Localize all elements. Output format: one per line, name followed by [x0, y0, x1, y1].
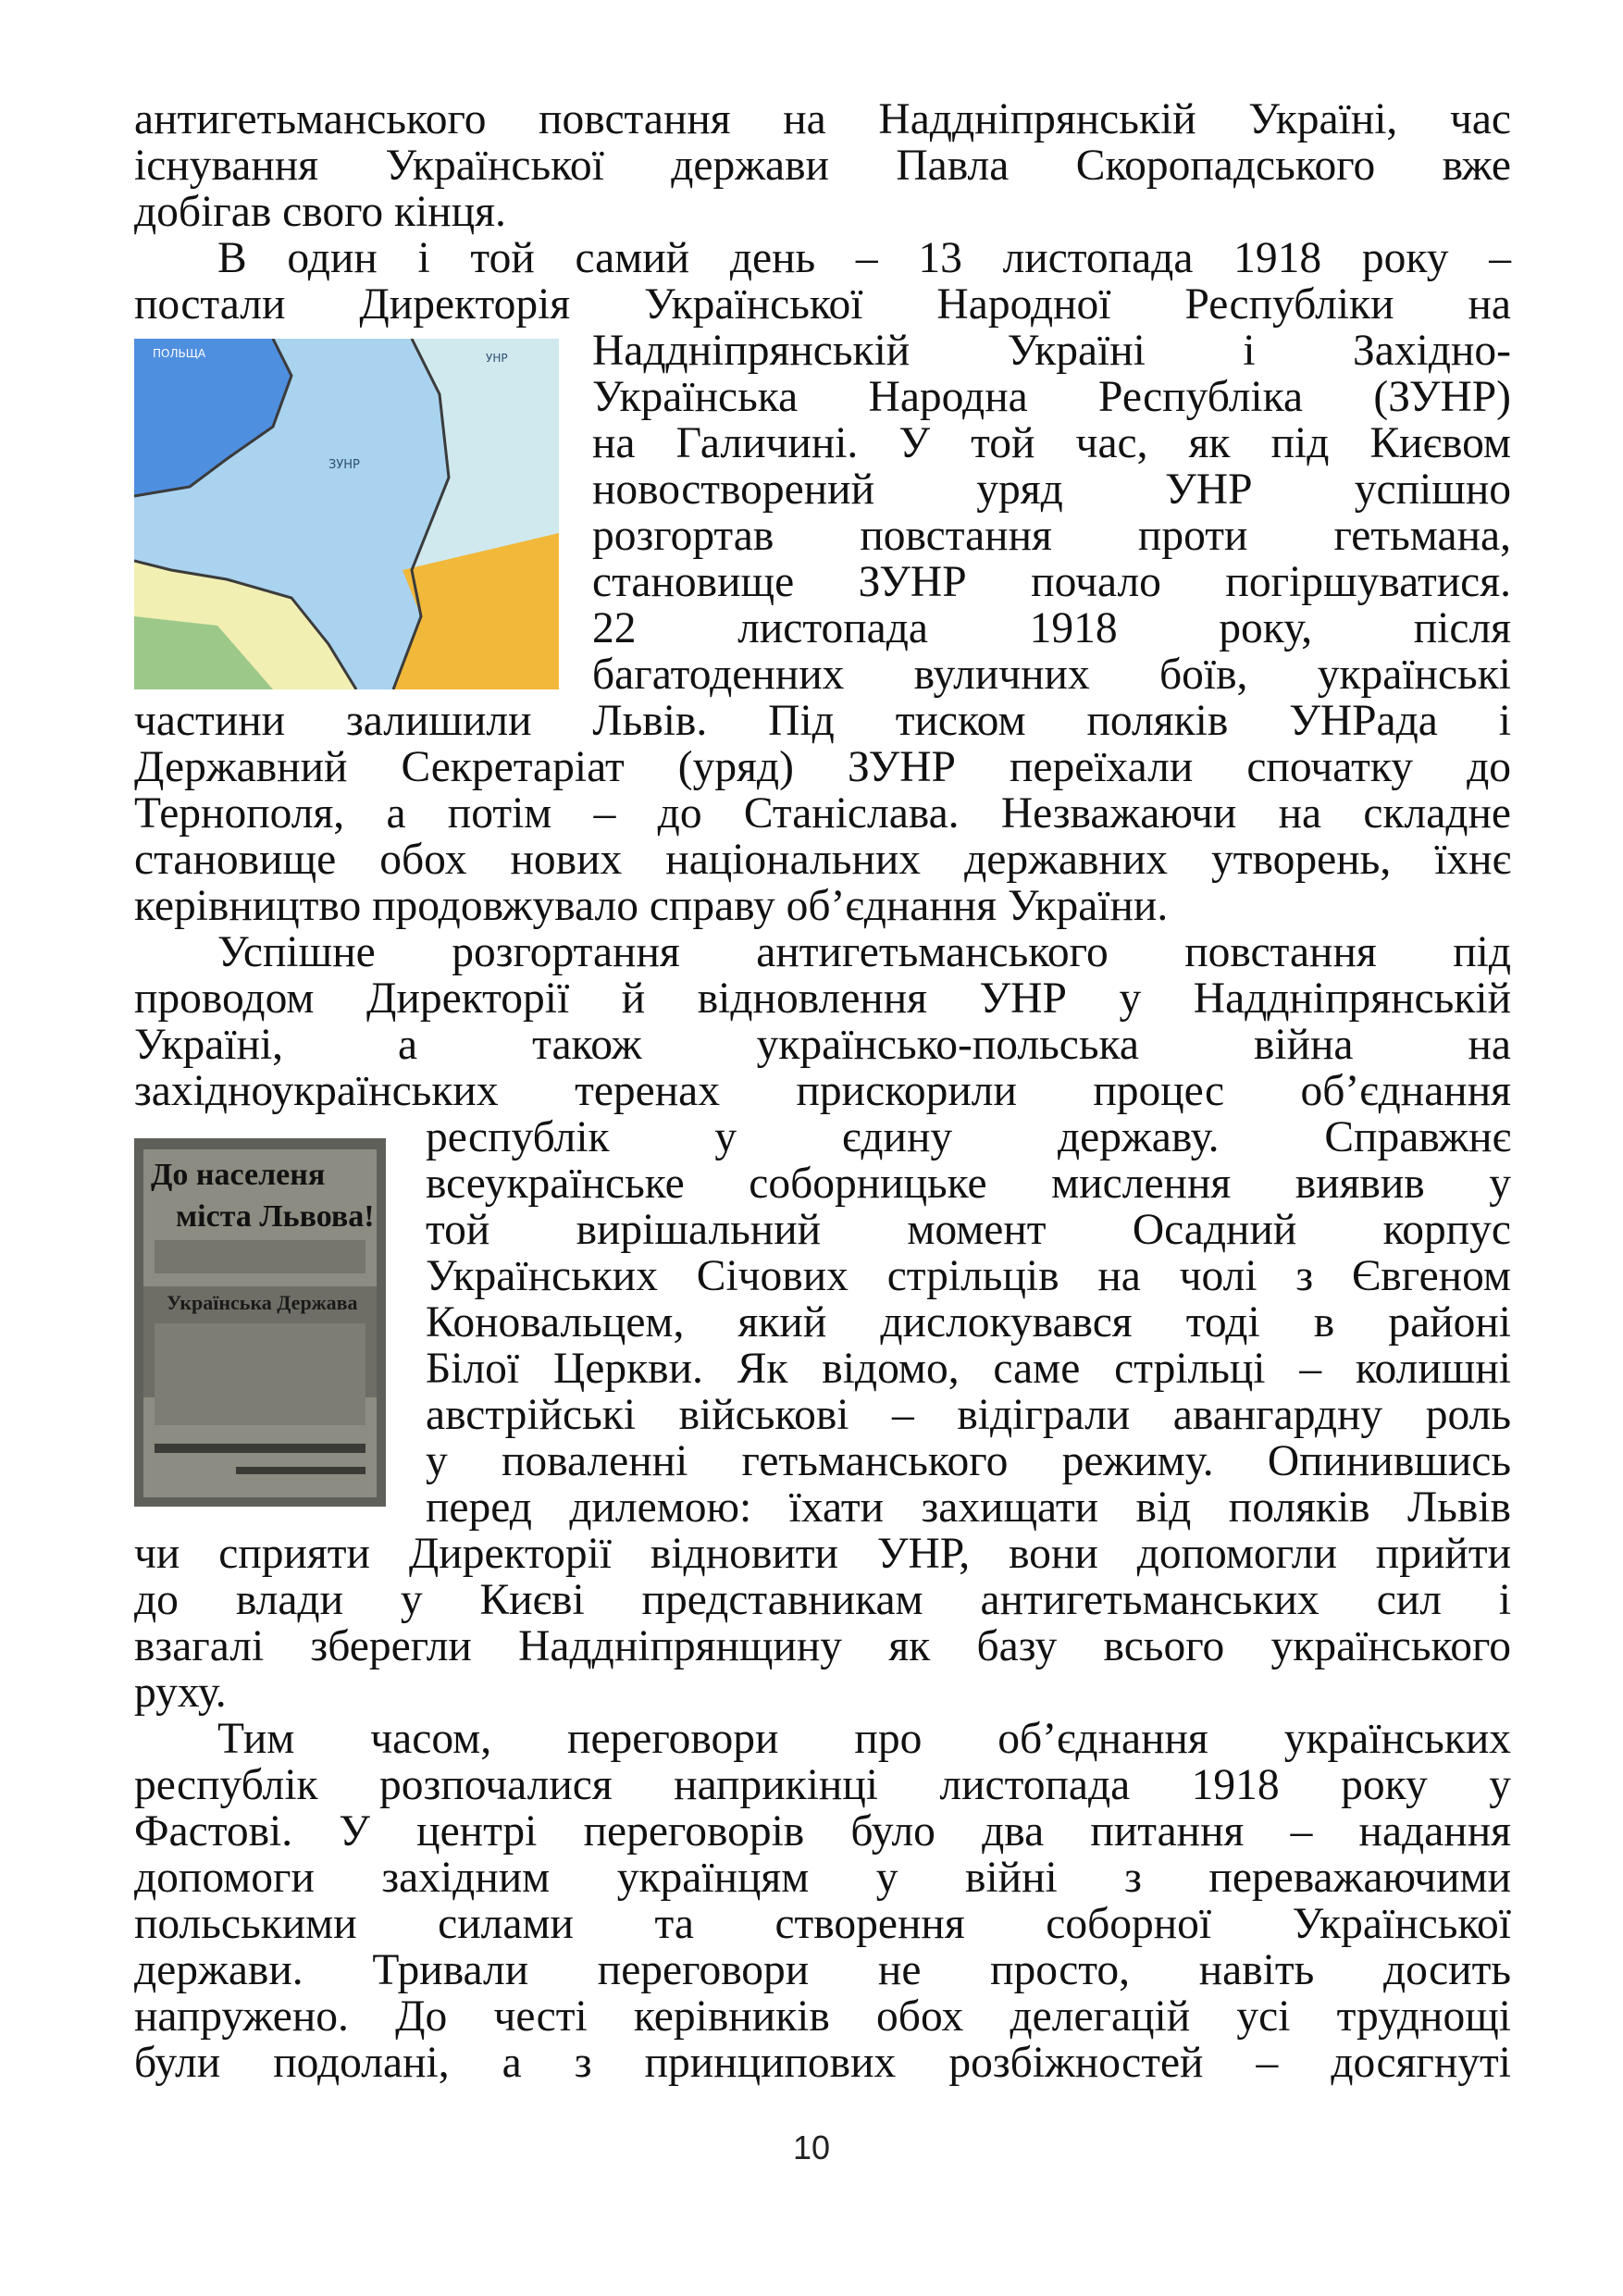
map-figure	[134, 339, 559, 689]
text-line: держави. Тривали переговори не просто, навіть досить	[134, 1946, 1511, 1994]
map-label-poland: ПОЛЬЩА	[153, 347, 206, 360]
text-line: всеукраїнське соборницьке мислення виявив у	[426, 1160, 1511, 1208]
poster-text-block	[155, 1240, 365, 1273]
text-line: той вирішальний момент Осадний корпус	[426, 1206, 1511, 1254]
poster-subtitle: Українська Держава	[167, 1291, 358, 1314]
text-line: руху.	[134, 1669, 227, 1717]
text-line: існування Української держави Павла Скоропадського вже	[134, 142, 1511, 190]
text-line: допомоги західним українцям у війні з переважаючими	[134, 1854, 1511, 1902]
text-line: Тим часом, переговори про об’єднання українських	[217, 1715, 1511, 1763]
text-line: багатоденних вуличних боїв, українські	[592, 651, 1511, 699]
text-line: Фастові. У центрі переговорів було два питання – надання	[134, 1807, 1511, 1855]
text-line: перед дилемою: їхати захищати від поляків Львів	[426, 1483, 1511, 1532]
poster-headline-1: До населеня	[151, 1158, 326, 1192]
map-label-unr: УНР	[486, 352, 508, 365]
text-line: були подолані, а з принципових розбіжностей – досягнуті	[134, 2039, 1511, 2087]
text-line: частини залишили Львів. Під тиском поляків УНРада і	[134, 697, 1511, 745]
text-line: Україні, а також українсько-польська війна на	[134, 1021, 1511, 1069]
text-line: В один і той самий день – 13 листопада 1918 року –	[217, 234, 1511, 282]
text-line: республік у єдину державу. Справжнє	[426, 1113, 1511, 1161]
text-line: на Галичині. У той час, як під Києвом	[592, 419, 1511, 467]
text-line: Коновальцем, який дислокувався тоді в районі	[426, 1298, 1511, 1347]
text-line: добігав свого кінця.	[134, 188, 506, 236]
text-line: австрійські військові – відіграли авангардну роль	[426, 1391, 1511, 1439]
text-line: до влади у Києві представникам антигетьманських сил і	[134, 1576, 1511, 1624]
text-line: постали Директорія Української Народної Республіки на	[134, 280, 1511, 329]
text-line: Успішне розгортання антигетьманського повстання під	[217, 928, 1511, 976]
page-number: 10	[792, 2128, 831, 2166]
text-line: антигетьманського повстання на Наддніпрянській Україні, час	[134, 95, 1511, 143]
text-line: керівництво продовжувало справу об’єднання України.	[134, 882, 1169, 930]
text-line: новостворений уряд УНР успішно	[592, 465, 1511, 514]
text-line: напружено. До честі керівників обох делегацій усі труднощі	[134, 1992, 1511, 2041]
text-line: становище обох нових національних державних утворень, їхнє	[134, 836, 1511, 884]
poster-text-block	[155, 1323, 365, 1425]
paragraph-1	[134, 96, 1511, 235]
map-image	[134, 339, 559, 689]
text-line: західноукраїнських теренах прискорили процес об’єднання	[134, 1067, 1511, 1115]
text-line: Українська Народна Республіка (ЗУНР)	[592, 373, 1511, 421]
text-line: Тернополя, а потім – до Станіслава. Незважаючи на складне	[134, 789, 1511, 838]
text-line: проводом Директорії й відновлення УНР у Наддніпрянській	[134, 974, 1511, 1023]
poster-headline-2: міста Львова!	[176, 1199, 375, 1234]
text-line: 22 листопада 1918 року, після	[592, 604, 1511, 652]
text-line: Державний Секретаріат (уряд) ЗУНР переїхали спочатку до	[134, 743, 1511, 791]
text-line: чи сприяти Директорії відновити УНР, вони допомогли прийти	[134, 1530, 1511, 1578]
poster-figure	[134, 1138, 386, 1507]
text-line: розгортав повстання проти гетьмана,	[592, 512, 1511, 560]
paragraph-4	[134, 1716, 1511, 2086]
map-label-zunr: ЗУНР	[328, 458, 360, 472]
text-line: польськими силами та створення соборної Української	[134, 1900, 1511, 1948]
text-line: взагалі зберегли Наддніпрянщину як базу всього українського	[134, 1622, 1511, 1670]
text-line: республік розпочалися наприкінці листопада 1918 року у	[134, 1761, 1511, 1809]
poster-footer	[155, 1444, 365, 1453]
text-line: Українських Січових стрільців на чолі з Євгеном	[426, 1252, 1511, 1300]
text-line: Наддніпрянській Україні і Західно-	[592, 327, 1511, 375]
poster-footer	[236, 1467, 365, 1474]
text-line: Білої Церкви. Як відомо, саме стрільці – колишні	[426, 1345, 1511, 1393]
text-line: становище ЗУНР почало погіршуватися.	[592, 558, 1511, 606]
text-line: у поваленні гетьманського режиму. Опинившись	[426, 1437, 1511, 1485]
poster-image	[134, 1138, 386, 1507]
